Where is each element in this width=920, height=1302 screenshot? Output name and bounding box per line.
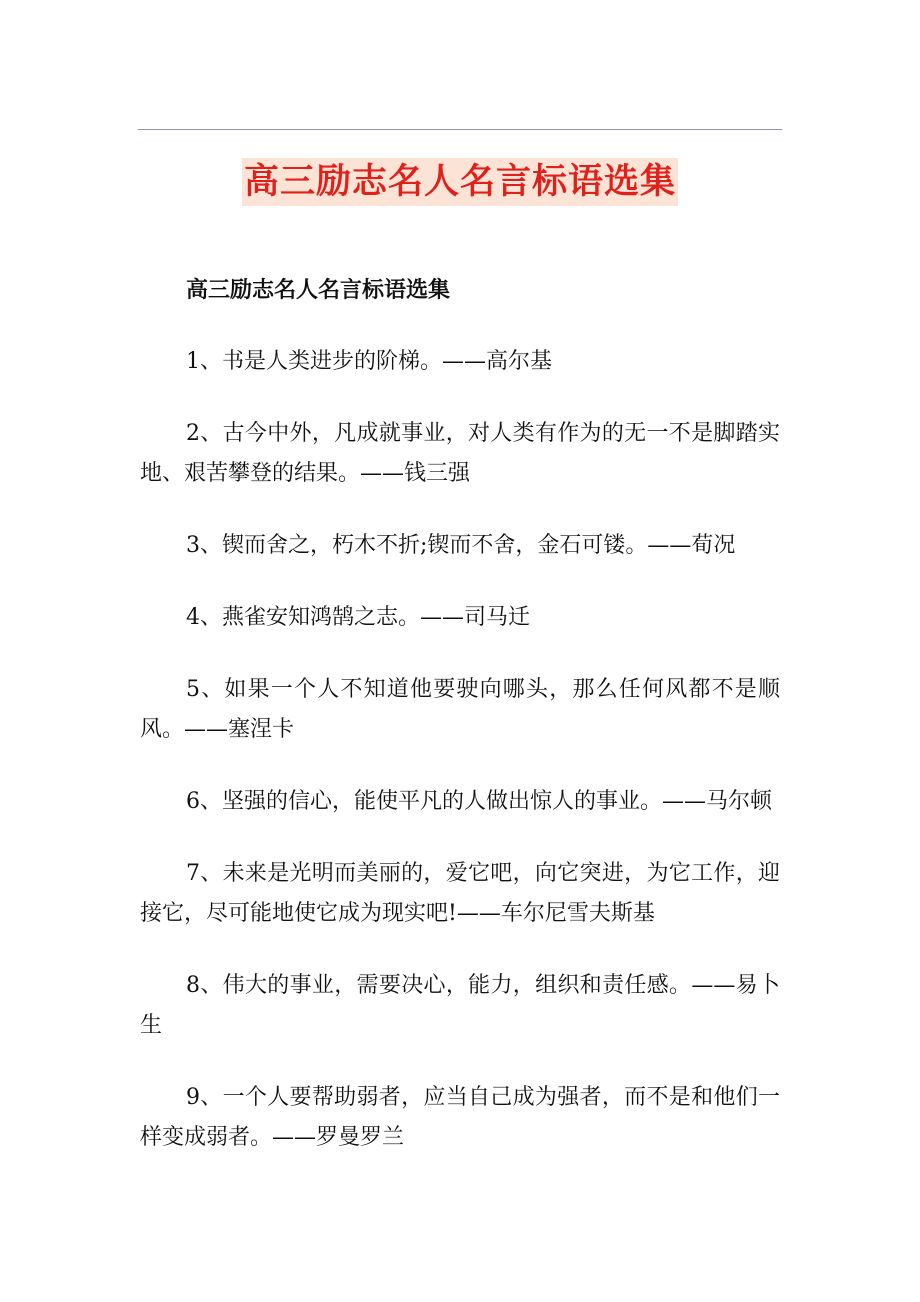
document-body bbox=[140, 270, 780, 1190]
quote-paragraph: 7、未来是光明而美丽的，爱它吧，向它突进，为它工作，迎接它，尽可能地使它成为现实吧!——车尔尼雪夫斯基 bbox=[140, 861, 780, 926]
quote-paragraph: 3、锲而舍之，朽木不折;锲而不舍，金石可镂。——荀况 bbox=[186, 533, 736, 558]
quote-paragraph: 9、一个人要帮助弱者，应当自己成为强者，而不是和他们一样变成弱者。——罗曼罗兰 bbox=[140, 1085, 780, 1150]
quote-paragraph: 5、如果一个人不知道他要驶向哪头，那么任何风都不是顺风。——塞涅卡 bbox=[140, 677, 780, 742]
quote-paragraph: 8、伟大的事业，需要决心，能力，组织和责任感。——易卜生 bbox=[140, 973, 780, 1038]
title-container bbox=[0, 158, 920, 206]
quote-paragraph: 6、坚强的信心，能使平凡的人做出惊人的事业。——马尔顿 bbox=[186, 789, 772, 814]
quote-paragraph: 2、古今中外，凡成就事业，对人类有作为的无一不是脚踏实地、艰苦攀登的结果。——钱三强 bbox=[140, 421, 780, 486]
quote-paragraph: 1、书是人类进步的阶梯。——高尔基 bbox=[186, 349, 552, 374]
header-divider bbox=[138, 129, 782, 130]
section-heading: 高三励志名人名言标语选集 bbox=[186, 277, 451, 303]
quote-paragraph: 4、燕雀安知鸿鹄之志。——司马迁 bbox=[186, 605, 530, 630]
document-title: 高三励志名人名言标语选集 bbox=[242, 158, 678, 206]
